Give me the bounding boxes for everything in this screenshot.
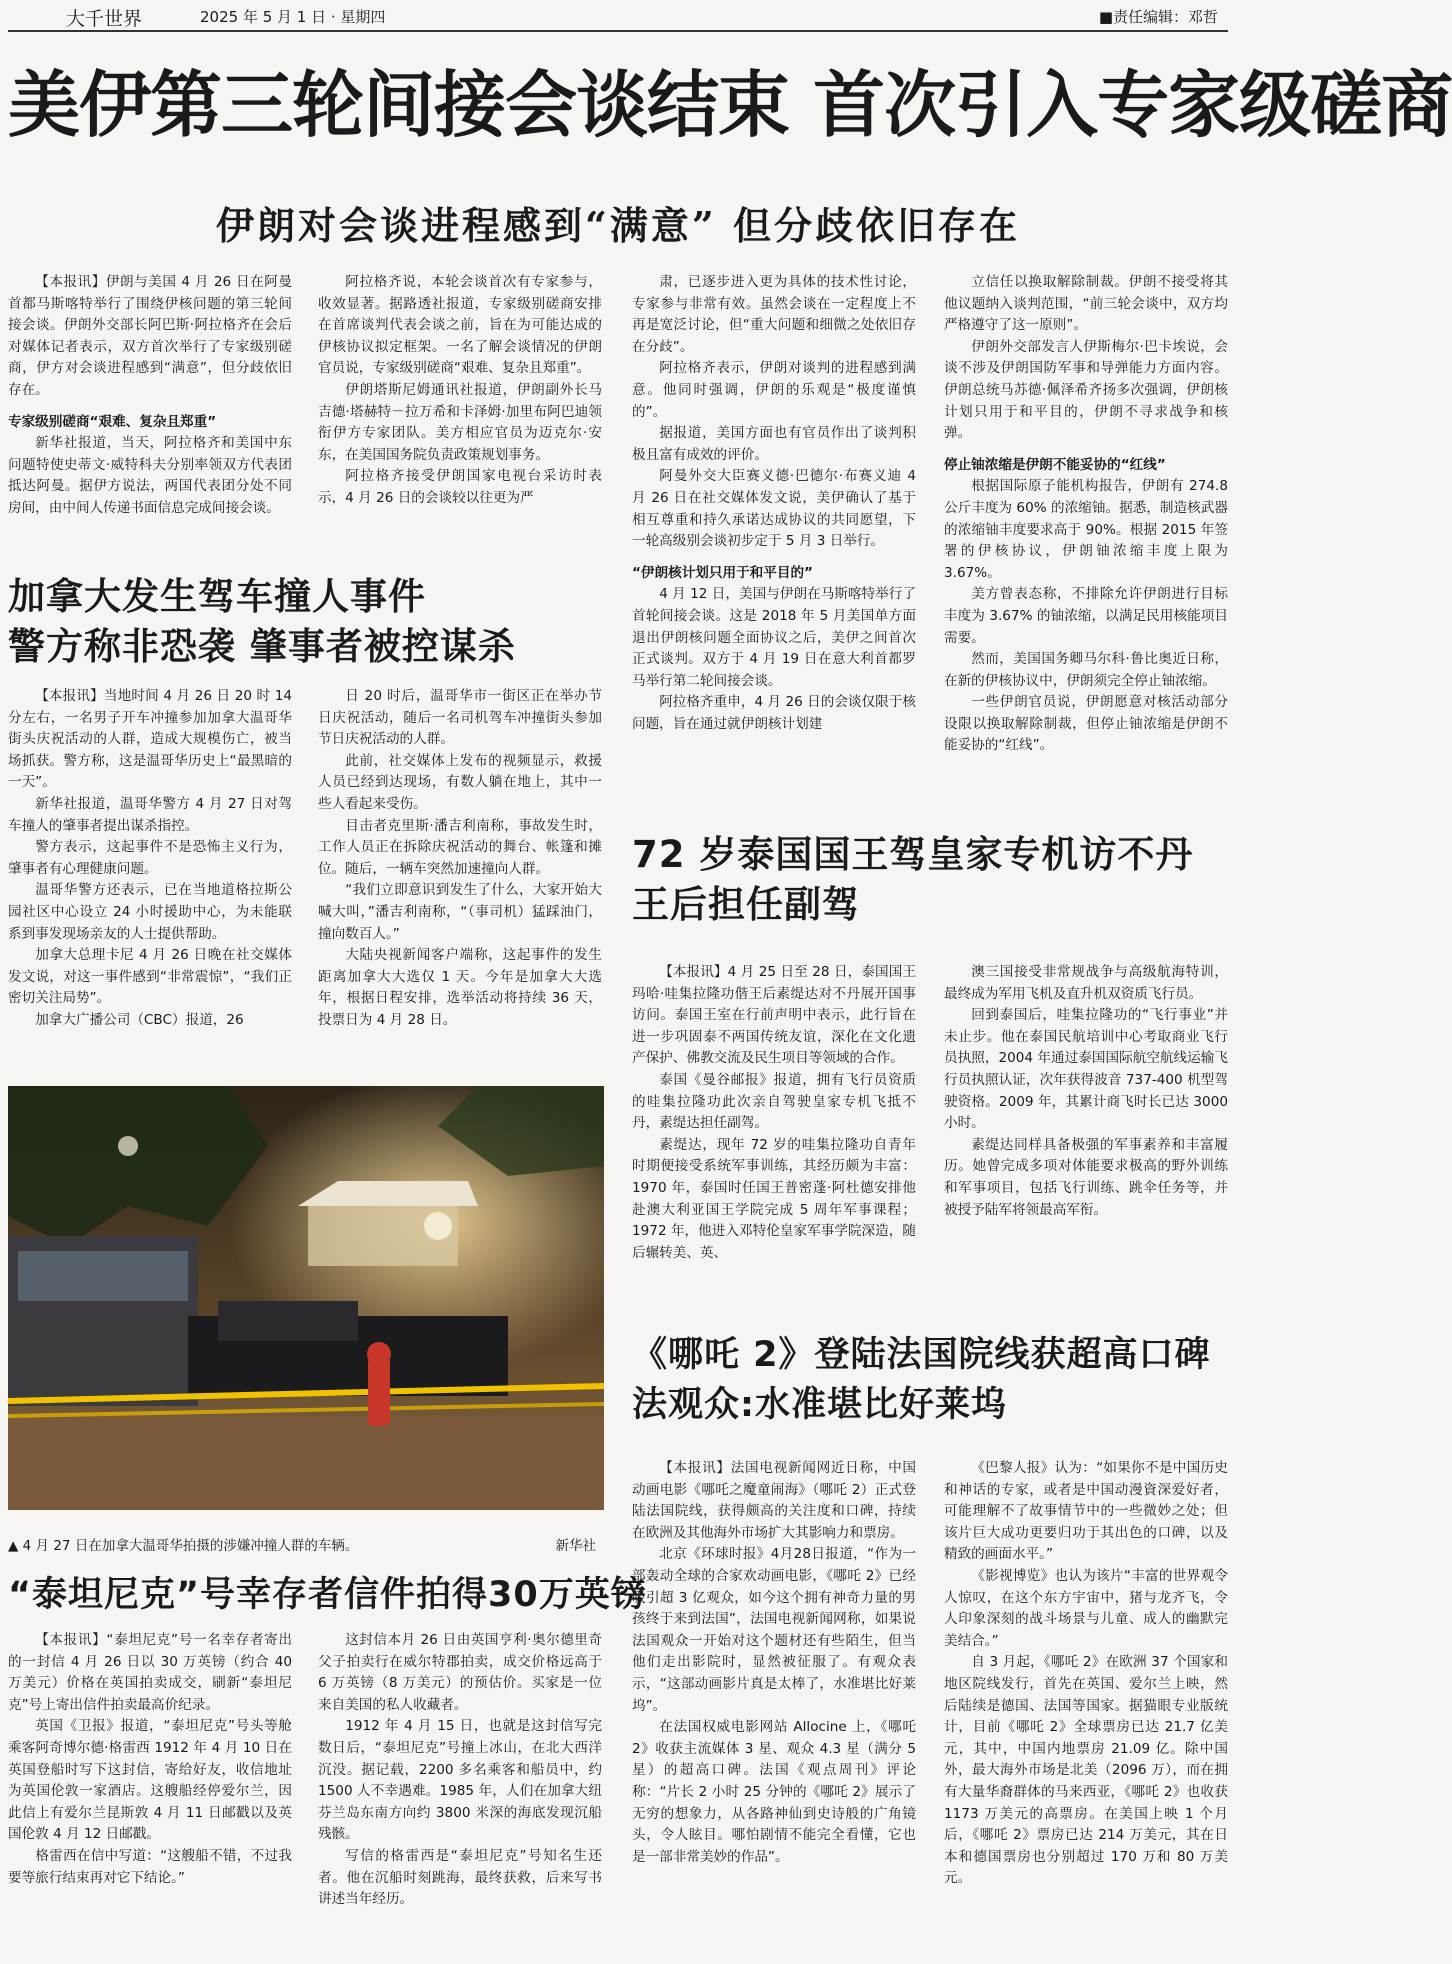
- paragraph: 此前，社交媒体上发布的视频显示，救援人员已经到达现场，有数人躺在地上，其中一些人看起来受伤。: [318, 752, 602, 812]
- paragraph: 《影视博览》也认为该片“丰富的世界观令人惊叹，在这个东方宇宙中，猪与龙齐飞，令人印象深刻的战斗场景与儿童、成人的幽默完美结合。”: [944, 1567, 1228, 1649]
- paragraph: 英国《卫报》报道，“泰坦尼克”号头等舱乘客阿奇博尔德·格雷西 1912 年 4 月 10 日在英国登船时写下这封信，寄给好友，收信地址为英国伦敦一家酒店。这艘船经停爱尔兰，因此信上有爱尔兰昆斯敦 4 月 11 日邮戳以及英国伦敦 4 月 12 日邮戳。: [8, 1718, 292, 1843]
- paragraph: 加拿大总理卡尼 4 月 26 日晚在社交媒体发文说，对这一事件感到“非常震惊”，“我们正密切关注局势”。: [8, 947, 292, 1007]
- thailand-headline-line2: 王后担任副驾: [632, 883, 860, 926]
- titanic-article-col1: [8, 1630, 292, 1960]
- subheading: 停止铀浓缩是伊朗不能妥协的“红线”: [944, 456, 1166, 473]
- paragraph: 新华社报道，温哥华警方 4 月 27 日对驾车撞人的肇事者提出谋杀指控。: [8, 795, 292, 834]
- nezha-headline-line1: 《哪吒 2》登陆法国院线获超高口碑: [632, 1335, 1211, 1375]
- paragraph: 【本报讯】伊朗与美国 4 月 26 日在阿曼首都马斯喀特举行了围绕伊核问题的第三轮间接会谈。伊朗外交部长阿巴斯·阿拉格齐在会后对媒体记者表示，双方首次举行了专家级别磋商，伊方对会谈进程感到“满意”，但分歧依旧存在。: [8, 274, 292, 398]
- photo-caption: [8, 1534, 604, 1554]
- paragraph: 伊朗外交部发言人伊斯梅尔·巴卡埃说，会谈不涉及伊朗国防军事和导弹能力方面内容。伊朗总统马苏德·佩泽希齐扬多次强调，伊朗核计划只用于和平目的，伊朗不寻求战争和核弹。: [944, 338, 1228, 442]
- sub-headline: 伊朗对会谈进程感到“满意” 但分歧依旧存在: [216, 203, 1020, 248]
- iran-article-col1: [8, 272, 292, 562]
- paragraph: 目击者克里斯·潘吉利南称，事故发生时，工作人员正在拆除庆祝活动的舞台、帐篷和摊位。随后，一辆车突然加速撞向人群。: [318, 817, 602, 877]
- paragraph: 写信的格雷西是“泰坦尼克”号知名生还者。他在沉船时刻跳海，最终获救，后来写书讲述当年经历。: [318, 1847, 602, 1908]
- paragraph: 在法国权威电影网站 Allocine 上，《哪吒 2》收获主流媒体 3 星、观众 4.3 星（满分 5 星）的超高口碑。法国《观点周刊》评论称：“片长 2 小时 25 分钟的《哪吒 2》展示了无穷的想象力，从各路神仙到史诗般的广角镜头，令人眩目。哪怕剧情不能完全看懂，它也是一部非常美妙的作品”。: [632, 1719, 916, 1865]
- subheading: “伊朗核计划只用于和平目的”: [632, 564, 813, 581]
- titanic-headline: “泰坦尼克”号幸存者信件拍得30万英镑: [8, 1575, 647, 1615]
- paragraph: 《巴黎人报》认为：“如果你不是中国历史和神话的专家，或者是中国动漫資深爱好者，可能理解不了故事情节中的一些微妙之处；但该片巨大成功更要归功于其出色的口碑，以及精致的画面水平。”: [944, 1460, 1228, 1563]
- nezha-article-col1: [632, 1458, 916, 1958]
- photo-illustration: [8, 1086, 604, 1510]
- subheading: 专家级别磋商“艰难、复杂且郑重”: [8, 413, 217, 430]
- canada-article-col1: [8, 686, 292, 1066]
- paragraph: 阿拉格齐说，本轮会谈首次有专家参与，收效显著。据路透社报道，专家级别磋商安排在首席谈判代表会谈之前，旨在为可能达成的伊核协议拟定框架。一名了解会谈情况的伊朗官员说，专家级别磋商“艰难、复杂且郑重”。: [318, 274, 602, 377]
- paragraph: 这封信本月 26 日由英国亨利·奥尔德里奇父子拍卖行在威尔特郡拍卖，成交价格远高于 6 万英镑（8 万美元）的预估价。买家是一位来自美国的私人收藏者。: [318, 1632, 602, 1713]
- iran-article-col3: [632, 272, 916, 800]
- paragraph: 加拿大广播公司（CBC）报道，26: [35, 1011, 244, 1028]
- canada-article-col2: [318, 686, 602, 1066]
- paragraph: 澳三国接受非常规战争与高级航海特训，最终成为军用飞机及直升机双资质飞行员。: [944, 964, 1228, 1002]
- nezha-article-col2: [944, 1458, 1228, 1958]
- paragraph: 【本报讯】法国电视新闻网近日称，中国动画电影《哪吒之魔童闹海》（哪吒 2）正式登陆法国院线，获得颇高的关注度和口碑，持续在欧洲及其他海外市场扩大其影响力和票房。: [632, 1460, 916, 1541]
- canada-headline: [8, 572, 608, 672]
- paragraph: 4 月 12 日，美国与伊朗在马斯喀特举行了首轮间接会谈。这是 2018 年 5 月美国单方面退出伊朗核问题全面协议之后，美伊之间首次正式谈判。双方于 4 月 19 日在意大利首都罗马举行第二轮间接会谈。: [632, 586, 916, 689]
- paragraph: 【本报讯】当地时间 4 月 26 日 20 时 14 分左右，一名男子开车冲撞参加加拿大温哥华街头庆祝活动的人群，造成大规模伤亡，被当场抓获。警方称，这是温哥华历史上“最黑暗的一天”。: [8, 688, 292, 791]
- paragraph: 阿曼外交大臣赛义德·巴德尔·布赛义迪 4 月 26 日在社交媒体发文说，美伊确认了基于相互尊重和持久承诺达成协议的共同愿望，下一轮高级别会谈初步定于 5 月 3 日举行。: [632, 468, 916, 550]
- paragraph: 【本报讯】“泰坦尼克”号一名幸存者寄出的一封信 4 月 26 日以 30 万英镑（约合 40 万美元）价格在英国拍卖成交，刷新“泰坦尼克”号上寄出信件拍卖最高价纪录。: [8, 1632, 292, 1713]
- iran-article-col2: [318, 272, 602, 562]
- paragraph: 美方曾表态称，不排除允许伊朗进行目标丰度为 3.67% 的铀浓缩，以满足民用核能项目需要。: [944, 586, 1228, 646]
- paragraph: 阿拉格齐接受伊朗国家电视台采访时表示，4 月 26 日的会谈较以往更为严: [318, 468, 602, 506]
- paragraph: 格雷西在信中写道：“这艘船不错，不过我要等旅行结束再对它下结论。”: [8, 1847, 292, 1886]
- paragraph: 阿拉格齐重申，4 月 26 日的会谈仅限于核问题，旨在通过就伊朗核计划建: [632, 694, 916, 732]
- paragraph: 日 20 时后，温哥华市一街区正在举办节日庆祝活动，随后一名司机驾车冲撞街头参加节日庆祝活动的人群。: [318, 688, 602, 748]
- paragraph: 伊朗塔斯尼姆通讯社报道，伊朗副外长马吉德·塔赫特－拉万希和卡泽姆·加里布阿巴迪领衔伊方专家团队。美方相应官员为迈克尔·安东，在美国国务院负责政策规划事务。: [318, 381, 602, 463]
- titanic-article-col2: [318, 1630, 602, 1960]
- paragraph: 据报道，美国方面也有官员作出了谈判积极且富有成效的评价。: [632, 425, 916, 463]
- main-headline: 美伊第三轮间接会谈结束 首次引入专家级磋商: [8, 63, 1452, 147]
- paragraph: 一些伊朗官员说，伊朗愿意对核活动部分设限以换取解除制裁，但停止铀浓缩是伊朗不能妥协的“红线”。: [944, 694, 1228, 754]
- thailand-article-col1: [632, 962, 916, 1302]
- news-photo: [8, 1086, 604, 1510]
- paragraph: 新华社报道，当天，阿拉格齐和美国中东问题特使史蒂文·威特科夫分别率领双方代表团抵达阿曼。据伊方说法，两国代表团分处不同房间，由中间人传递书面信息完成间接会谈。: [8, 435, 292, 516]
- paragraph: 1912 年 4 月 15 日，也就是这封信写完数日后，“泰坦尼克”号撞上冰山，在北大西洋沉没。据记载，2200 多名乘客和船员中，约 1500 人不幸遇难。1985 年，人们在加拿大纽芬兰岛东南方向约 3800 米深的海底发现沉船残骸。: [318, 1718, 602, 1843]
- paragraph: 素缇达同样具备极强的军事素养和丰富履历。她曾完成多项对体能要求极高的野外训练和军事项目，包括飞行训练、跳伞任务等，并被授予陆军将领最高军衔。: [944, 1136, 1228, 1218]
- photo-credit: 新华社: [555, 1538, 596, 1554]
- nezha-headline: [632, 1330, 1228, 1430]
- paragraph: 阿拉格齐表示，伊朗对谈判的进程感到满意。他同时强调，伊朗的乐观是“极度谨慎的”。: [632, 360, 916, 420]
- paragraph: 素缇达，现年 72 岁的哇集拉隆功自青年时期便接受系统军事训练，其经历颇为丰富：1970 年，泰国时任国王普密蓬·阿杜德安排他赴澳大利亚国王学院完成 5 周年军事课程；1972 年，他进入邓特伦皇家军事学院深造，随后辗转美、英、: [632, 1136, 916, 1261]
- paragraph: 回到泰国后，哇集拉隆功的“飞行事业”并未止步。他在泰国民航培训中心考取商业飞行员执照，2004 年通过泰国国际航空航线运输飞行员执照认证，次年获得波音 737-400 机型驾驶资格。2009 年，其累计商飞时长已达 3000 小时。: [944, 1007, 1228, 1132]
- canada-headline-line1: 加拿大发生驾车撞人事件: [8, 575, 426, 618]
- paragraph: 自 3 月起，《哪吒 2》在欧洲 37 个国家和地区院线发行，首先在英国、爱尔兰上映，然后陆续是德国、法国等国家。据猫眼专业版统计，目前《哪吒 2》全球票房已达 21.7 亿美元，其中，中国内地票房 21.09 亿。除中国外，最大海外市场是北美（2096 万），而在拥有大量华裔群体的马来西亚，《哪吒 2》也收获 1173 万美元的高票房。在美国上映 1 个月后，《哪吒 2》票房已达 214 万美元，其在日本和德国票房也分别超过 170 万和 80 万美元。: [944, 1654, 1228, 1887]
- issue-date: 2025 年 5 月 1 日 · 星期四: [200, 8, 386, 26]
- iran-article-col4: [944, 272, 1228, 800]
- paragraph: 立信任以换取解除制裁。伊朗不接受将其他议题纳入谈判范围，“前三轮会谈中，双方均严格遵守了这一原则”。: [944, 274, 1228, 334]
- masthead-rule: [8, 30, 1228, 32]
- thailand-headline-line1: 72 岁泰国国王驾皇家专机访不丹: [632, 833, 1194, 876]
- paragraph: 警方表示，这起事件不是恐怖主义行为，肇事者有心理健康问题。: [8, 839, 292, 877]
- paragraph: 大陆央视新闻客户端称，这起事件的发生距离加拿大大选仅 1 天。今年是加拿大大选年，根据日程安排，选举活动将持续 36 天，投票日为 4 月 28 日。: [318, 947, 602, 1028]
- paragraph: 泰国《曼谷邮报》报道，拥有飞行员资质的哇集拉隆功此次亲自驾驶皇家专机飞抵不丹，素缇达担任副驾。: [632, 1071, 916, 1132]
- paragraph: 然而，美国国务卿马尔科·鲁比奥近日称，在新的伊核协议中，伊朗须完全停止铀浓缩。: [944, 651, 1228, 689]
- paragraph: 根据国际原子能机构报告，伊朗有 274.8 公斤丰度为 60% 的浓缩铀。据悉，制造核武器的浓缩铀丰度要求高于 90%。根据 2015 年签署的伊核协议，伊朗铀浓缩丰度上限为 3.67%。: [944, 478, 1228, 581]
- editor-credit: ■责任编辑：邓哲: [1098, 8, 1218, 26]
- paragraph: 【本报讯】4 月 25 日至 28 日，泰国国王玛哈·哇集拉隆功偕王后素缇达对不丹展开国事访问。泰国王室在行前声明中表示，此行旨在进一步巩固泰不两国传统友谊，深化在文化遗产保护、佛教交流及民生项目等领域的合作。: [632, 964, 916, 1067]
- thailand-headline: [632, 830, 1228, 930]
- masthead: [0, 0, 1236, 34]
- thailand-article-col2: [944, 962, 1228, 1302]
- section-name: 大千世界: [66, 8, 143, 30]
- paragraph: 温哥华警方还表示，已在当地道格拉斯公园社区中心设立 24 小时援助中心，为未能联系到事发现场亲友的人士提供帮助。: [8, 882, 292, 942]
- nezha-headline-line2: 法观众:水准堪比好莱坞: [632, 1385, 1007, 1425]
- paragraph: 肃，已逐步进入更为具体的技术性讨论，专家参与非常有效。虽然会谈在一定程度上不再是宽泛讨论，但“重大问题和细微之处依旧存在分歧”。: [632, 274, 916, 355]
- paragraph: “我们立即意识到发生了什么，大家开始大喊大叫，”潘吉利南称，“（事司机）猛踩油门，撞向数百人。”: [318, 882, 602, 942]
- canada-headline-line2: 警方称非恐袭 肇事者被控谋杀: [8, 625, 516, 668]
- caption-text: ▲ 4 月 27 日在加拿大温哥华拍摄的涉嫌冲撞人群的车辆。: [8, 1538, 359, 1554]
- paragraph: 北京《环球时报》4月28日报道，“作为一部轰动全球的合家欢动画电影，《哪吒 2》已经吸引超 3 亿观众，如今这个拥有神奇力量的男孩终于来到法国”，法国电视新闻网称，如果说法国观众一开始对这个题材还有些陌生，但当他们走出影院时，显然被征服了。有观众表示，“这部动画影片真是太棒了，水准堪比好莱坞”。: [632, 1546, 916, 1714]
